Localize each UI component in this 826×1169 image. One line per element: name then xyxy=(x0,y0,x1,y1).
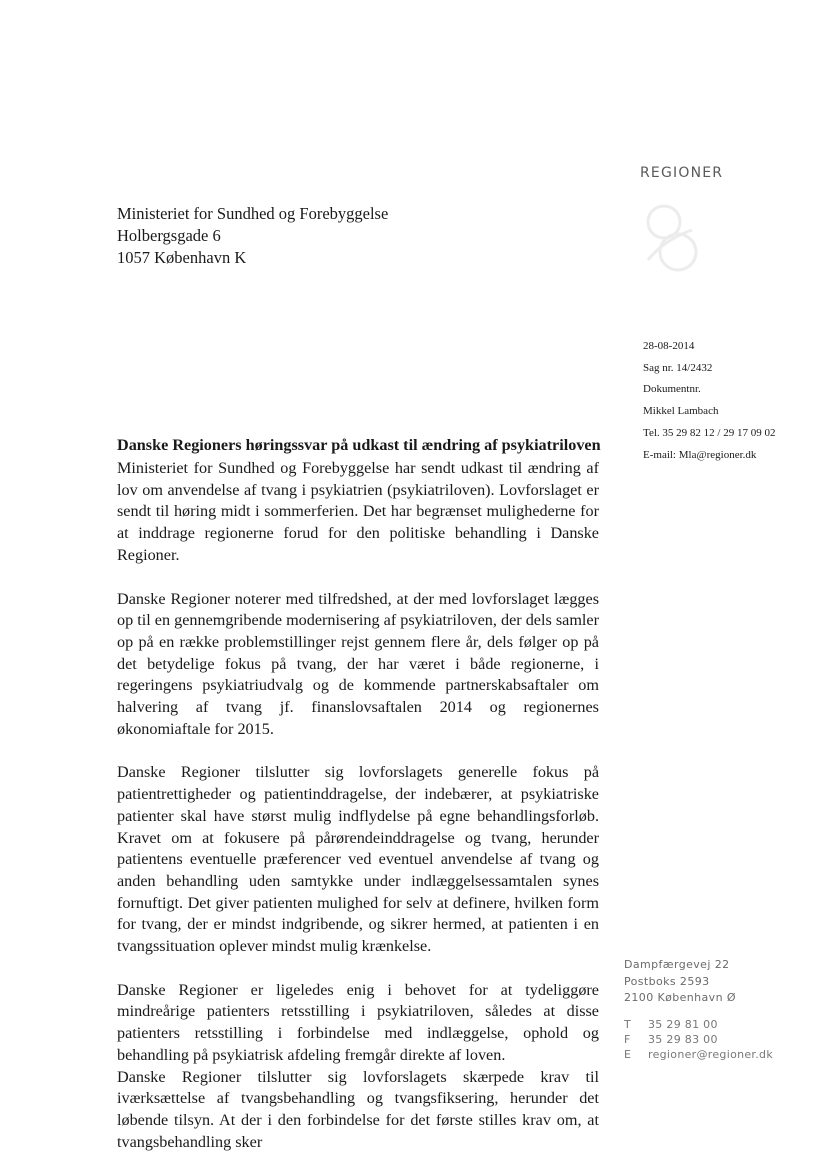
case-number: Sag nr. 14/2432 xyxy=(643,361,713,374)
footer-contact xyxy=(624,1017,773,1062)
footer-address xyxy=(624,957,736,1007)
recipient-name: Ministeriet for Sundhed og Forebyggelse xyxy=(117,204,389,223)
footer-pobox: Postboks 2593 xyxy=(624,974,710,988)
footer-email-value: regioner@regioner.dk xyxy=(648,1048,773,1061)
paragraph: Danske Regioner tilslutter sig lovforslagets skærpede krav til iværksættelse af tvangsbehandling og tvangsfiksering, herunder det løbende tilsyn. At der i den forbindelse for det første stilles krav om, at tvangsbehandling sker xyxy=(117,1067,599,1151)
sender-phone: Tel. 35 29 82 12 / 29 17 09 02 xyxy=(643,426,776,439)
paragraph: Danske Regioner tilslutter sig lovforslagets generelle fokus på patientrettigheder og patientinddragelse, der indebærer, at psykiatriske patienter skal have størst mulig indflydelse på egne behandlingsforløb. Kravet om at fokusere på pårørendeinddragelse og tvang, herunder patientens eventuelle præferencer ved eventuel anvendelse af tvang og anden behandling uden samtykke under indlæggelsessamtalen synes fornuftigt. Det giver patienten mulighed for selv at definere, hvilken form for tvang, der er mindst indgribende, og sikrer hermed, at patienten i en tvangssituation oplever mindst mulig krænkelse. xyxy=(117,763,599,956)
letter-date: 28-08-2014 xyxy=(643,340,695,352)
footer-fax-label: F xyxy=(624,1033,631,1046)
paragraph: Danske Regioner er ligeledes enig i behovet for at tydeliggøre mindreårige patienters retsstilling i psykiatriloven, således at disse patienters retsstilling i forbindelse med indlæggelse, ophold og behandling på psykiatrisk afdeling fremgår direkte af loven. xyxy=(117,980,599,1064)
recipient-street: Holbergsgade 6 xyxy=(117,226,221,245)
footer-email xyxy=(624,1047,773,1062)
sender-name: Mikkel Lambach xyxy=(643,405,719,418)
footer-fax-value: 35 29 83 00 xyxy=(648,1033,718,1046)
paragraph: Ministeriet for Sundhed og Forebyggelse har sendt udkast til ændring af lov om anvendelse af tvang i psykiatrien (psykiatriloven). Lovforslaget er sendt til høring midt i sommerferien. Det har begrænset mulighederne for at inddrage regionerne forud for den politiske behandling i Danske Regioner. xyxy=(117,459,599,564)
recipient-city: 1057 København K xyxy=(117,248,247,267)
sender-email: E-mail: Mla@regioner.dk xyxy=(643,448,757,461)
letter-subject: Danske Regioners høringssvar på udkast til ændring af psykiatriloven xyxy=(117,436,601,454)
footer-phone-label: T xyxy=(624,1018,632,1031)
recipient-address xyxy=(117,203,388,269)
footer-phone xyxy=(624,1017,773,1032)
footer-email-label: E xyxy=(624,1048,632,1061)
footer-street: Dampfærgevej 22 xyxy=(624,958,730,971)
footer-city: 2100 København Ø xyxy=(624,991,736,1004)
footer-fax xyxy=(624,1032,773,1047)
letter-metadata xyxy=(643,336,775,466)
regioner-logo-text: REGIONER xyxy=(640,165,724,181)
letter-body xyxy=(117,458,599,1153)
footer-phone-value: 35 29 81 00 xyxy=(648,1018,718,1031)
paragraph: Danske Regioner noterer med tilfredshed, at der med lovforslaget lægges op til en gennemgribende modernisering af psykiatriloven, der dels samler op på en række problemstillinger rejst gennem flere år, dels følger op på det betydelige fokus på tvang, der har været i både regionerne, i regeringens psykiatriudvalg og de kommende partnerskabsaftaler om halvering af tvang jf. finanslovsaftalen 2014 og regionernes økonomiaftale for 2015. xyxy=(117,589,599,738)
document-number: Dokumentnr. xyxy=(643,383,701,396)
regioner-logo-mark xyxy=(634,190,706,282)
